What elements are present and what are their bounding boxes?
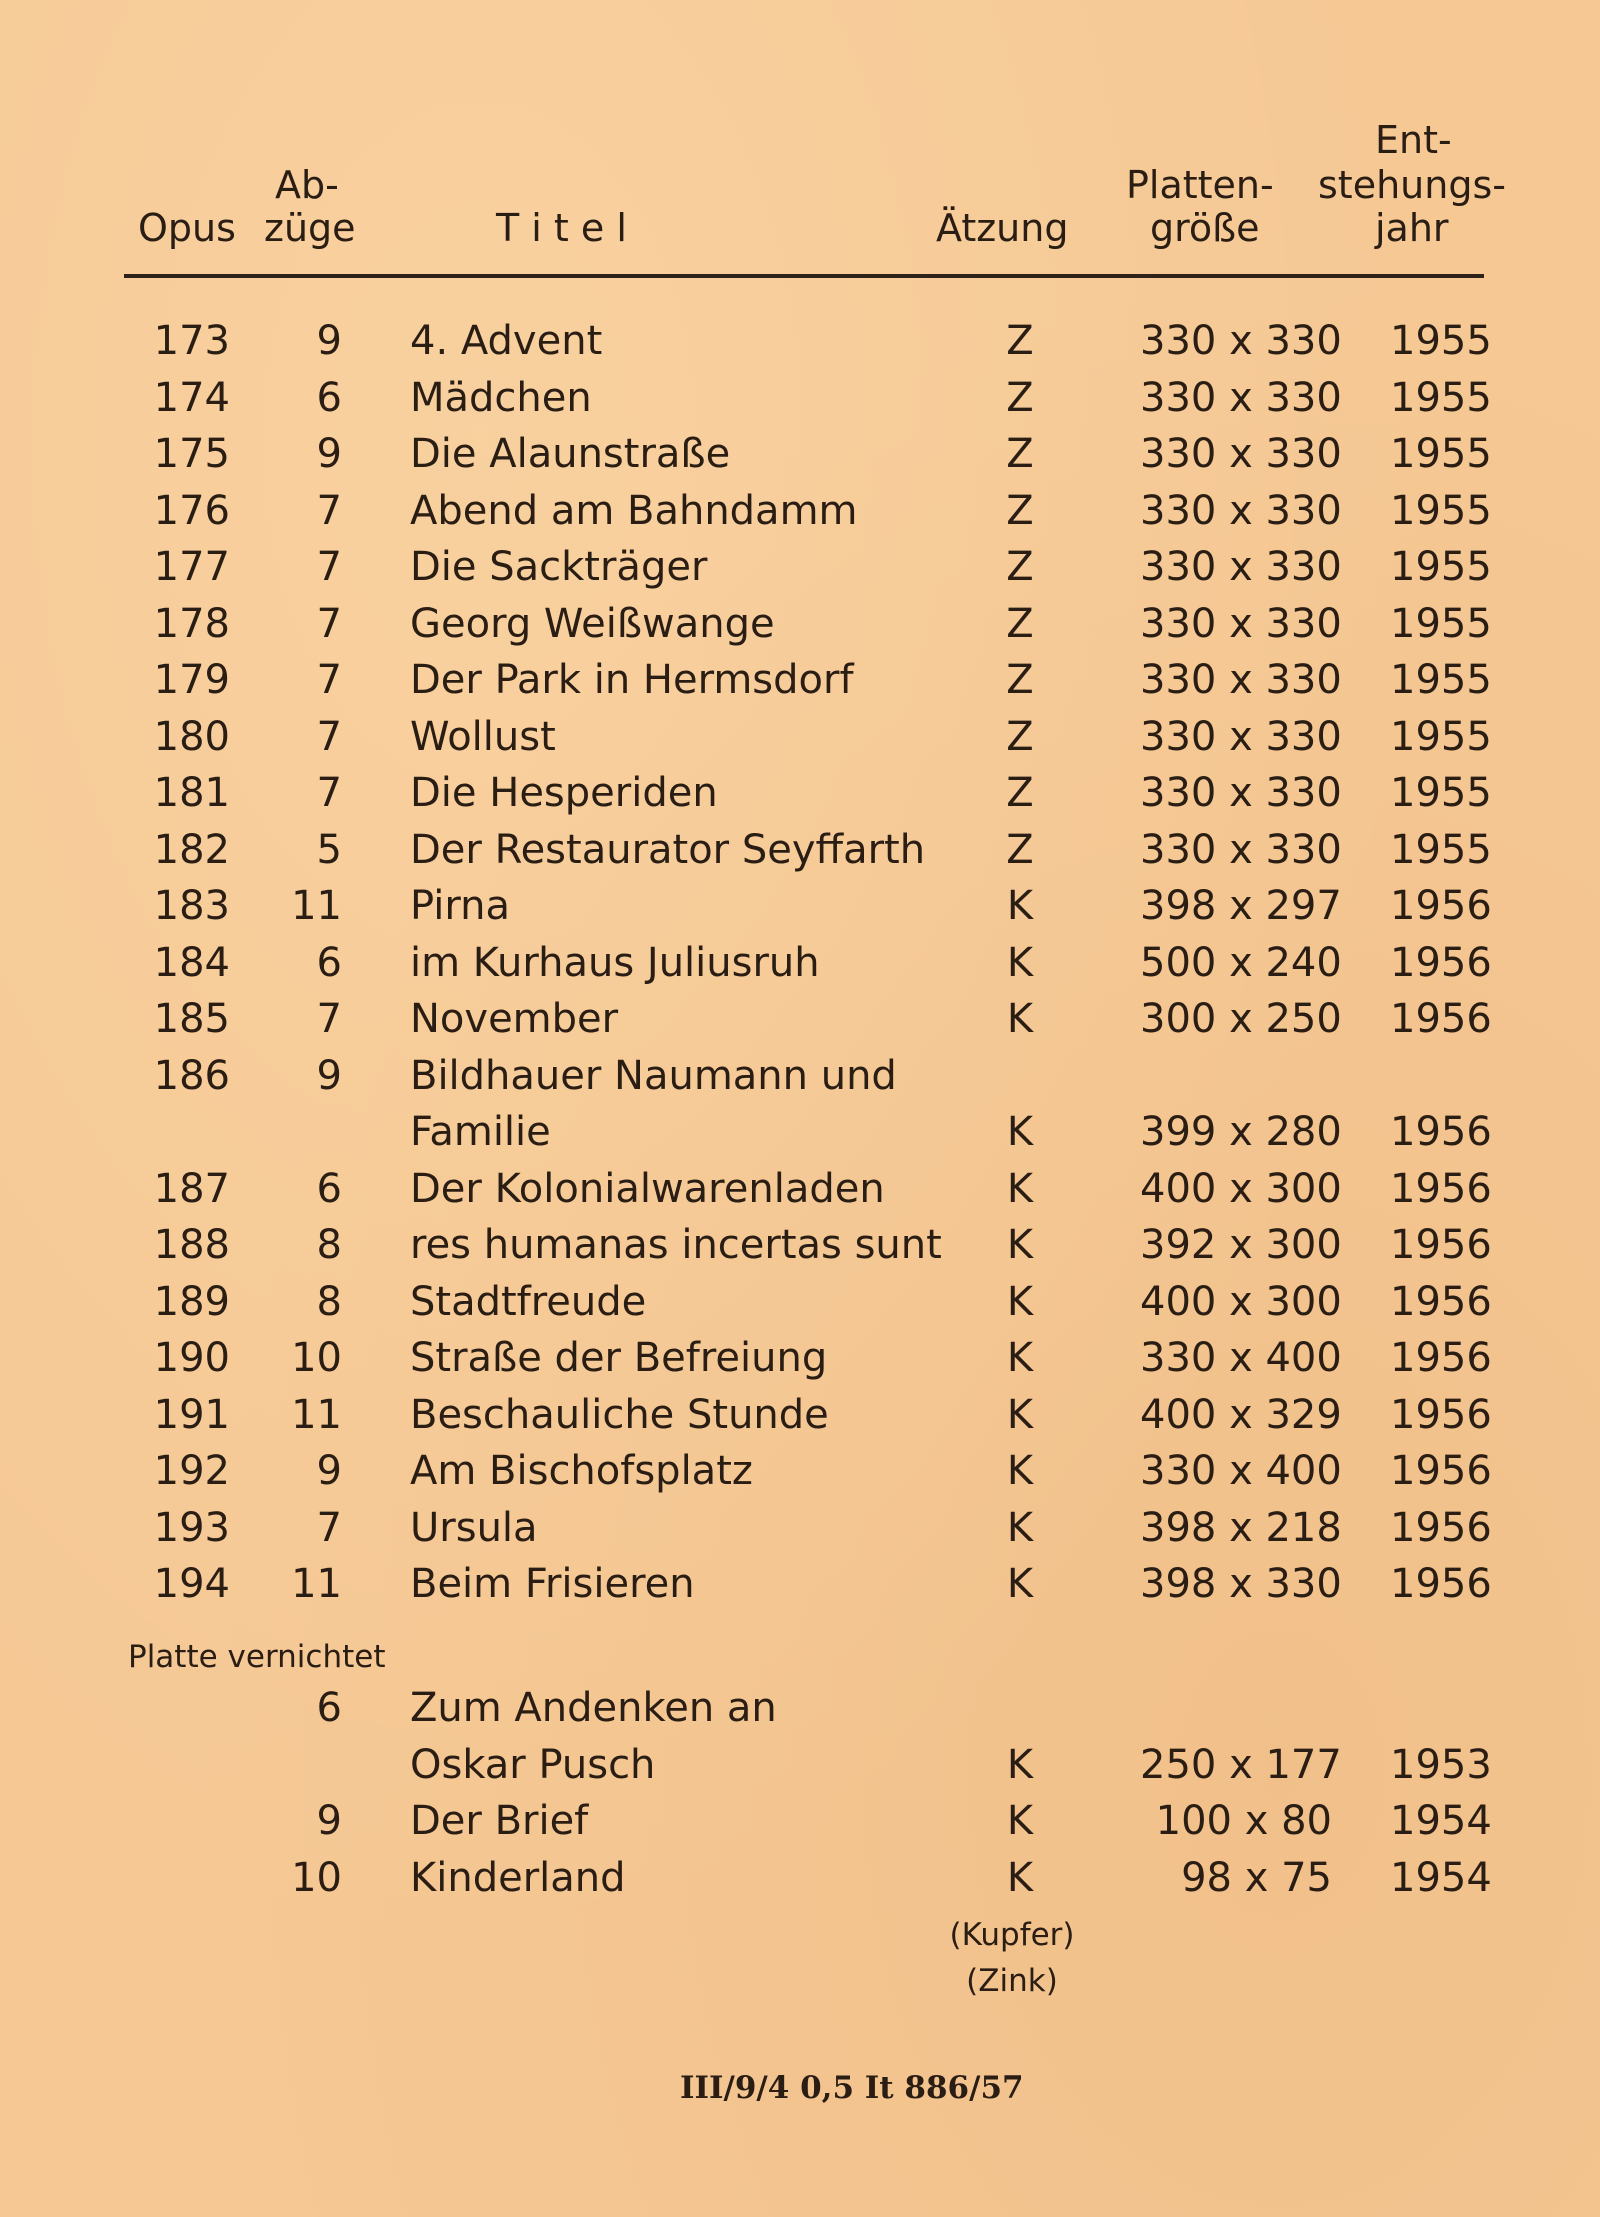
aetzung-cell: Z xyxy=(1006,826,1034,873)
titel-cell: res humanas incertas sunt xyxy=(410,1222,942,1268)
aetzung-cell: K xyxy=(1006,1741,1034,1788)
titel-cell: Familie xyxy=(410,1109,551,1155)
aetzung-cell: Z xyxy=(1006,544,1034,590)
titel-cell: Zum Andenken an xyxy=(410,1685,777,1731)
groesse-cell: 98 x 75 xyxy=(1181,1854,1332,1901)
groesse-cell: 392 x 300 xyxy=(1140,1222,1342,1268)
titel-cell: Mädchen xyxy=(410,374,592,421)
jahr-cell: 1956 xyxy=(1390,1222,1492,1268)
aetzung-cell: Z xyxy=(1006,657,1034,703)
groesse-cell: 398 x 330 xyxy=(1140,1561,1342,1607)
groesse-cell: 398 x 218 xyxy=(1140,1504,1342,1551)
aetzung-cell: Z xyxy=(1006,318,1034,364)
jahr-cell: 1956 xyxy=(1390,1165,1492,1212)
opus-cell: 175 xyxy=(153,431,230,477)
legend-zink: (Zink) xyxy=(966,1963,1058,1999)
titel-cell: Der Park in Hermsdorf xyxy=(410,657,854,703)
groesse-cell: 330 x 330 xyxy=(1140,318,1342,364)
groesse-cell: 330 x 330 xyxy=(1140,374,1342,421)
abzuege-cell: 7 xyxy=(316,996,342,1042)
opus-cell: 180 xyxy=(153,713,230,760)
aetzung-cell: K xyxy=(1006,1335,1034,1381)
jahr-cell: 1955 xyxy=(1390,657,1492,703)
jahr-cell: 1956 xyxy=(1390,1448,1492,1494)
opus-cell: 184 xyxy=(153,939,230,986)
abzuege-cell: 6 xyxy=(316,374,342,421)
aetzung-cell: K xyxy=(1006,1798,1034,1844)
abzuege-cell: 9 xyxy=(316,1052,342,1099)
titel-cell: Der Kolonialwarenladen xyxy=(410,1165,885,1212)
aetzung-cell: K xyxy=(1006,883,1034,929)
groesse-cell: 330 x 330 xyxy=(1140,431,1342,477)
abzuege-cell: 6 xyxy=(316,1165,342,1212)
titel-cell: Der Restaurator Seyffarth xyxy=(410,826,926,873)
jahr-cell: 1955 xyxy=(1390,826,1492,873)
groesse-cell: 330 x 330 xyxy=(1140,657,1342,703)
groesse-cell: 500 x 240 xyxy=(1140,939,1342,986)
abzuege-cell: 8 xyxy=(316,1278,342,1325)
header-titel: T i t e l xyxy=(496,206,627,250)
titel-cell: Stadtfreude xyxy=(410,1278,647,1325)
titel-cell: Die Sackträger xyxy=(410,544,708,590)
titel-cell: Pirna xyxy=(410,883,510,929)
abzuege-cell: 6 xyxy=(316,939,342,986)
jahr-cell: 1954 xyxy=(1390,1798,1492,1844)
titel-cell: Georg Weißwange xyxy=(410,600,775,647)
aetzung-cell: K xyxy=(1006,1504,1034,1551)
jahr-cell: 1956 xyxy=(1390,1504,1492,1551)
header-abzuege-top: Ab- xyxy=(275,163,339,207)
groesse-cell: 400 x 329 xyxy=(1140,1391,1342,1438)
jahr-cell: 1956 xyxy=(1390,883,1492,929)
opus-cell: 174 xyxy=(153,374,230,421)
print-code: III/9/4 0,5 It 886/57 xyxy=(680,2070,1024,2106)
header-plattengroesse-top: Platten- xyxy=(1126,163,1274,207)
jahr-cell: 1956 xyxy=(1390,1335,1492,1381)
groesse-cell: 400 x 300 xyxy=(1140,1165,1342,1212)
groesse-cell: 330 x 400 xyxy=(1140,1448,1342,1494)
titel-cell: Ursula xyxy=(410,1504,538,1551)
titel-cell: Beim Frisieren xyxy=(410,1561,695,1607)
abzuege-cell: 9 xyxy=(316,431,342,477)
titel-cell: Oskar Pusch xyxy=(410,1741,656,1788)
opus-cell: 191 xyxy=(153,1391,230,1438)
jahr-cell: 1955 xyxy=(1390,487,1492,534)
legend-kupfer: (Kupfer) xyxy=(949,1917,1075,1953)
groesse-cell: 400 x 300 xyxy=(1140,1278,1342,1325)
abzuege-cell: 7 xyxy=(316,544,342,590)
titel-cell: Der Brief xyxy=(410,1798,589,1844)
groesse-cell: 398 x 297 xyxy=(1140,883,1342,929)
aetzung-cell: Z xyxy=(1006,713,1034,760)
aetzung-cell: Z xyxy=(1006,600,1034,647)
opus-cell: 192 xyxy=(153,1448,230,1494)
opus-cell: 187 xyxy=(153,1165,230,1212)
opus-cell: 188 xyxy=(153,1222,230,1268)
groesse-cell: 330 x 400 xyxy=(1140,1335,1342,1381)
titel-cell: Am Bischofsplatz xyxy=(410,1448,753,1494)
jahr-cell: 1955 xyxy=(1390,600,1492,647)
abzuege-cell: 7 xyxy=(316,657,342,703)
abzuege-cell: 9 xyxy=(316,1448,342,1494)
abzuege-cell: 8 xyxy=(316,1222,342,1268)
aetzung-cell: Z xyxy=(1006,431,1034,477)
abzuege-cell: 6 xyxy=(316,1685,342,1731)
section-label-platte-vernichtet: Platte vernichtet xyxy=(128,1639,386,1675)
groesse-cell: 330 x 330 xyxy=(1140,544,1342,590)
aetzung-cell: Z xyxy=(1006,374,1034,421)
titel-cell: Die Hesperiden xyxy=(410,770,718,816)
aetzung-cell: K xyxy=(1006,1222,1034,1268)
groesse-cell: 250 x 177 xyxy=(1140,1741,1342,1788)
titel-cell: November xyxy=(410,996,619,1042)
aetzung-cell: K xyxy=(1006,996,1034,1042)
opus-cell: 189 xyxy=(153,1278,230,1325)
opus-cell: 183 xyxy=(153,883,230,929)
titel-cell: Die Alaunstraße xyxy=(410,431,731,477)
opus-cell: 181 xyxy=(153,770,230,816)
jahr-cell: 1954 xyxy=(1390,1854,1492,1901)
groesse-cell: 100 x 80 xyxy=(1155,1798,1332,1844)
header-aetzung: Ätzung xyxy=(936,206,1069,250)
header-divider xyxy=(124,274,1484,278)
titel-cell: Abend am Bahndamm xyxy=(410,487,858,534)
header-entstehungsjahr-bottom: jahr xyxy=(1375,206,1449,250)
titel-cell: im Kurhaus Juliusruh xyxy=(410,939,820,986)
header-opus: Opus xyxy=(138,206,236,250)
groesse-cell: 330 x 330 xyxy=(1140,826,1342,873)
groesse-cell: 399 x 280 xyxy=(1140,1109,1342,1155)
jahr-cell: 1955 xyxy=(1390,318,1492,364)
abzuege-cell: 11 xyxy=(291,1391,342,1438)
titel-cell: Wollust xyxy=(410,713,556,760)
opus-cell: 177 xyxy=(153,544,230,590)
opus-cell: 173 xyxy=(153,318,230,364)
abzuege-cell: 7 xyxy=(316,1504,342,1551)
titel-cell: Kinderland xyxy=(410,1854,626,1901)
jahr-cell: 1956 xyxy=(1390,1391,1492,1438)
aetzung-cell: K xyxy=(1006,1278,1034,1325)
aetzung-cell: K xyxy=(1006,1854,1034,1901)
opus-cell: 194 xyxy=(153,1561,230,1607)
titel-cell: Beschauliche Stunde xyxy=(410,1391,829,1438)
abzuege-cell: 10 xyxy=(291,1335,342,1381)
jahr-cell: 1953 xyxy=(1390,1741,1492,1788)
aetzung-cell: K xyxy=(1006,1561,1034,1607)
jahr-cell: 1955 xyxy=(1390,713,1492,760)
jahr-cell: 1956 xyxy=(1390,1109,1492,1155)
groesse-cell: 330 x 330 xyxy=(1140,600,1342,647)
groesse-cell: 330 x 330 xyxy=(1140,487,1342,534)
abzuege-cell: 9 xyxy=(316,1798,342,1844)
aetzung-cell: K xyxy=(1006,1109,1034,1155)
aetzung-cell: K xyxy=(1006,1391,1034,1438)
opus-cell: 185 xyxy=(153,996,230,1042)
opus-cell: 190 xyxy=(153,1335,230,1381)
jahr-cell: 1955 xyxy=(1390,374,1492,421)
opus-cell: 178 xyxy=(153,600,230,647)
abzuege-cell: 10 xyxy=(291,1854,342,1901)
abzuege-cell: 9 xyxy=(316,318,342,364)
aetzung-cell: Z xyxy=(1006,487,1034,534)
abzuege-cell: 11 xyxy=(291,883,342,929)
titel-cell: Bildhauer Naumann und xyxy=(410,1052,897,1099)
aetzung-cell: Z xyxy=(1006,770,1034,816)
jahr-cell: 1955 xyxy=(1390,431,1492,477)
header-entstehungsjahr-top: Ent- xyxy=(1375,118,1452,162)
opus-cell: 182 xyxy=(153,826,230,873)
titel-cell: Straße der Befreiung xyxy=(410,1335,828,1381)
jahr-cell: 1956 xyxy=(1390,939,1492,986)
opus-cell: 176 xyxy=(153,487,230,534)
abzuege-cell: 7 xyxy=(316,600,342,647)
groesse-cell: 330 x 330 xyxy=(1140,770,1342,816)
groesse-cell: 330 x 330 xyxy=(1140,713,1342,760)
header-entstehungsjahr-mid: stehungs- xyxy=(1318,163,1506,207)
opus-cell: 179 xyxy=(153,657,230,703)
abzuege-cell: 7 xyxy=(316,487,342,534)
aetzung-cell: K xyxy=(1006,1165,1034,1212)
jahr-cell: 1956 xyxy=(1390,1561,1492,1607)
groesse-cell: 300 x 250 xyxy=(1140,996,1342,1042)
abzuege-cell: 7 xyxy=(316,770,342,816)
jahr-cell: 1955 xyxy=(1390,770,1492,816)
titel-cell: 4. Advent xyxy=(410,318,603,364)
jahr-cell: 1955 xyxy=(1390,544,1492,590)
jahr-cell: 1956 xyxy=(1390,996,1492,1042)
abzuege-cell: 5 xyxy=(316,826,342,873)
header-abzuege-bottom: züge xyxy=(264,206,356,250)
jahr-cell: 1956 xyxy=(1390,1278,1492,1325)
aetzung-cell: K xyxy=(1006,939,1034,986)
opus-cell: 186 xyxy=(153,1052,230,1099)
abzuege-cell: 11 xyxy=(291,1561,342,1607)
aetzung-cell: K xyxy=(1006,1448,1034,1494)
opus-cell: 193 xyxy=(153,1504,230,1551)
abzuege-cell: 7 xyxy=(316,713,342,760)
header-plattengroesse-bottom: größe xyxy=(1150,206,1260,250)
